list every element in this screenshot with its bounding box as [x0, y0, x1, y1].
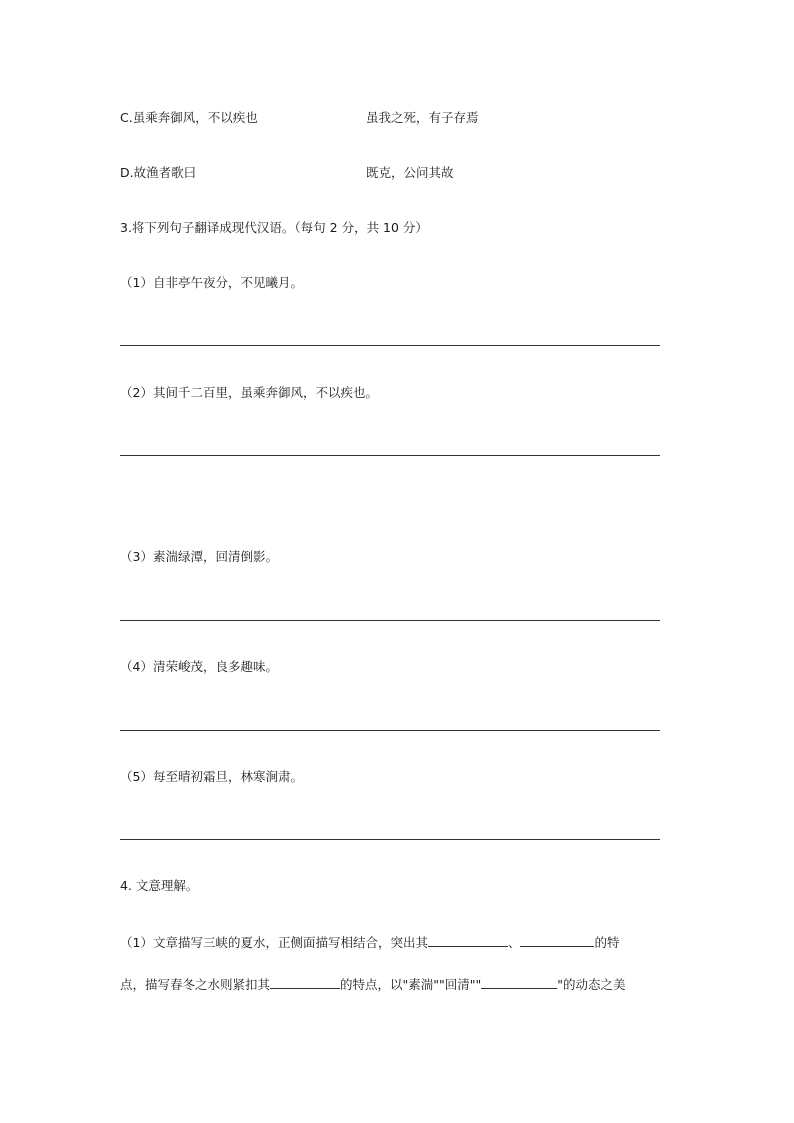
q4-heading: 4. 文意理解。	[120, 878, 199, 893]
answer-line-2[interactable]	[120, 455, 660, 456]
q4-line-2	[120, 976, 626, 993]
q3-item-2: （2）其间千二百里，虽乘奔御风，不以疾也。	[120, 385, 378, 400]
q4-line1-text-c: 的特	[594, 935, 620, 950]
q3-heading: 3.将下列句子翻译成现代汉语。（每句 2 分，共 10 分）	[120, 220, 428, 235]
answer-line-4[interactable]	[120, 730, 660, 731]
q4-line2-text-a: 点，描写春冬之水则紧扣其	[120, 977, 271, 992]
answer-line-5[interactable]	[120, 839, 660, 840]
fill-blank-2[interactable]	[520, 934, 594, 947]
fill-blank-3[interactable]	[270, 976, 340, 989]
q4-line2-text-b: 的特点，以"素湍""回清""	[340, 977, 482, 992]
q4-line1-text-b: 、	[507, 935, 521, 950]
q3-item-3: （3）素湍绿潭，回清倒影。	[120, 549, 278, 564]
answer-line-3[interactable]	[120, 620, 660, 621]
option-d-left: D.故渔者歌曰	[120, 165, 197, 180]
answer-line-1[interactable]	[120, 345, 660, 346]
fill-blank-4[interactable]	[481, 976, 557, 989]
q3-item-4: （4）清荣峻茂，良多趣味。	[120, 659, 278, 674]
fill-blank-1[interactable]	[428, 934, 508, 947]
q3-item-5: （5）每至晴初霜旦，林寒涧肃。	[120, 769, 303, 784]
q4-line1-text-a: （1）文章描写三峡的夏水，正侧面描写相结合，突出其	[120, 935, 428, 950]
q4-line-1	[120, 934, 620, 951]
option-d-right: 既克，公问其故	[366, 165, 454, 180]
option-c-right: 虽我之死，有子存焉	[366, 110, 479, 125]
q4-line2-text-c: "的动态之美	[557, 977, 626, 992]
option-c-left: C.虽乘奔御风，不以疾也	[120, 110, 258, 125]
q3-item-1: （1）自非亭午夜分，不见曦月。	[120, 275, 303, 290]
